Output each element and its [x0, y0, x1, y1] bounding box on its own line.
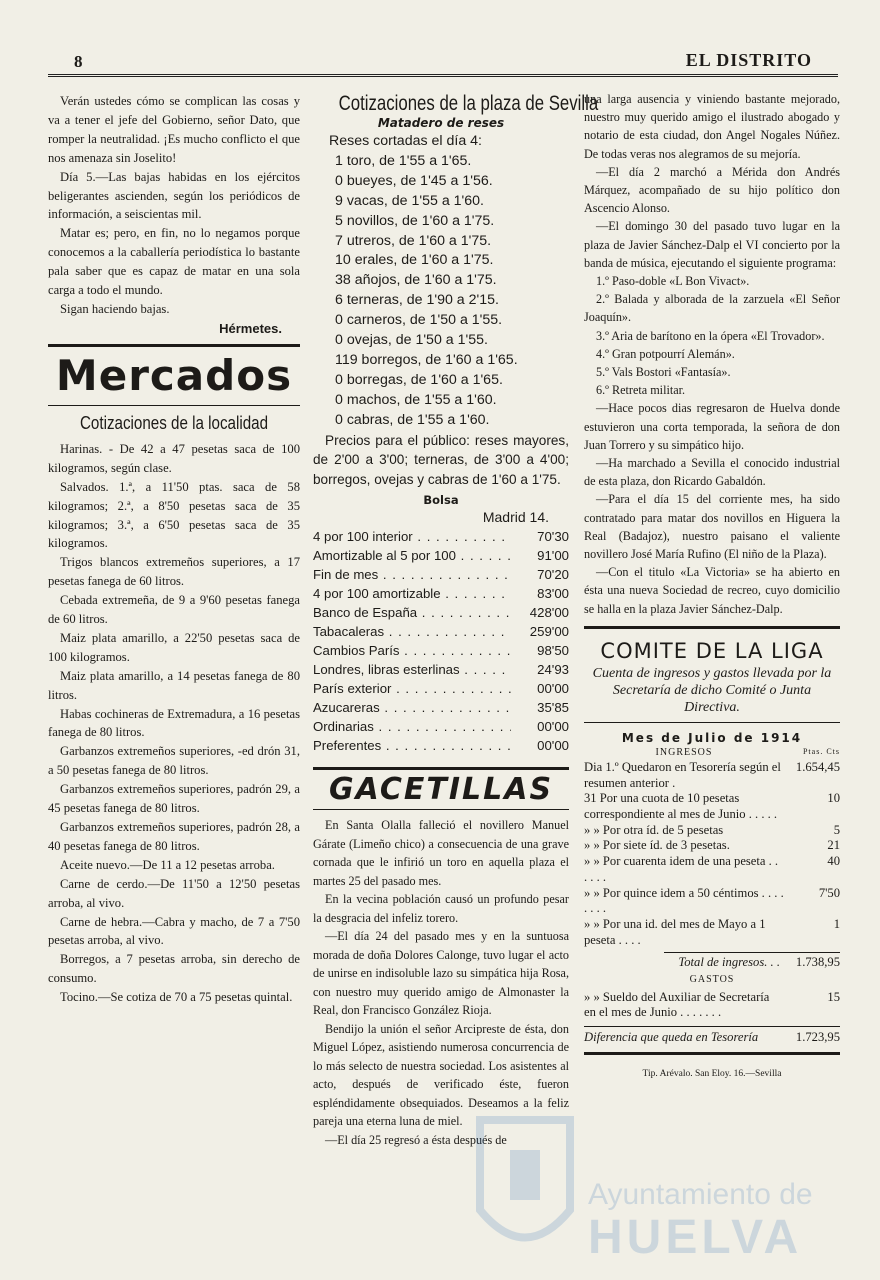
row-value: 35'85: [537, 700, 569, 716]
mercados-title: Mercados: [55, 350, 293, 400]
account-row: [584, 886, 840, 917]
paragraph: En Santa Olalla falleció el novillero Manuel Gárate (Limeño chico) a consecuencia de una grave cornada que le infirió un toro en aquella plaza el martes 25 del pasado mes.: [313, 818, 569, 888]
gastos-label: GASTOS: [689, 974, 735, 986]
paragraph: Día 5.—Las bajas habidas en los ejércitos beligerantes ascienden, según los periódicos de información, a seiscientas mil.: [48, 169, 300, 222]
table-row: [313, 603, 569, 622]
bolsa-date: Madrid 14.: [482, 509, 549, 526]
account-row: [584, 760, 840, 791]
page-header: [48, 50, 838, 77]
row-text: 31 Por una cuota de 10 pesetas correspondiente al mes de Junio . . . . .: [584, 791, 778, 821]
row-value: 21: [827, 838, 840, 853]
row-value: 83'00: [537, 586, 569, 602]
paragraph: Verán ustedes cómo se complican las cosas y va a tener el jefe del Gobierno, señor Dato, que romper la neutralidad. ¡Es mucho conflicto el que nos amenaza sin Joselito!: [48, 94, 300, 165]
list-item: 6 terneras, de 1'90 a 2'15.: [335, 292, 499, 309]
gastos-header: [584, 972, 840, 988]
paragraph: —El día 2 marchó a Mérida don Andrés Márquez, acompañado de su hijo político don Ascencio Alonso.: [584, 164, 840, 216]
market-item: Carne de cerdo.—De 11'50 a 12'50 pesetas arroba, al vivo.: [48, 876, 300, 910]
row-text: » » Por una id. del mes de Mayo a 1 peseta . . . .: [584, 916, 766, 947]
row-text: » » Por quince idem a 50 céntimos . . . . . . . .: [584, 885, 784, 916]
account-row: [584, 838, 840, 854]
watermark-line2: HUELVA: [588, 1211, 803, 1264]
account-row: [584, 990, 840, 1021]
paragraph: Bendijo la unión el señor Arcipreste de ésta, don Miguel López, asistiendo numerosa concurrencia de lo más selecto de nuestra sociedad. Los asistentes al acto, después de verificado éste, fueron espléndidamente obsequiados. Deseamos a la feliz pareja una eterna luna de miel.: [313, 1021, 569, 1129]
program-item: 4.º Gran potpourrí Alemán».: [596, 346, 735, 361]
account-row: [584, 791, 840, 822]
month-title: Mes de Julio de 1914: [621, 730, 803, 745]
row-label: Banco de España . . .: [313, 603, 511, 622]
market-item: Salvados. 1.ª, a 11'50 ptas. saca de 58 kilogramos; 2.ª, a 8'50 pesetas saca de 35 kilogramos; 3.ª, a 6'50 pesetas saca de 35 kilogramos.: [48, 479, 300, 551]
column-middle: [313, 92, 599, 1149]
row-value: 00'00: [537, 738, 569, 754]
market-item: Cebada extremeña, de 9 a 9'60 pesetas fanega de 60 litros.: [48, 593, 300, 627]
divider: [313, 809, 569, 810]
coat-of-arms-icon: [470, 1100, 580, 1270]
page-number: 8: [74, 52, 83, 71]
paragraph: —El domingo 30 del pasado tuvo lugar en la plaza de Javier Sánchez-Dalp el VI concierto por la banda de música, ejecutando el siguiente programa:: [584, 219, 840, 270]
row-label: 4 por 100 interior . . .: [313, 527, 511, 546]
paragraph: —El día 24 del pasado mes y en la suntuosa morada de doña Dolores Calonge, tuvo lugar el acto de unirse en indisoluble lazo su simpática hija Rosa, con nuestro muy querido amigo de Almonaster la Real, don Francisco González Rioja.: [313, 929, 569, 1018]
market-item: Borregos, a 7 pesetas arroba, sin derecho de consumo.: [48, 952, 300, 986]
program-item: 5.º Vals Bostori «Fantasía».: [596, 365, 731, 380]
program-item: 6.º Retreta militar.: [596, 383, 686, 398]
market-item: Garbanzos extremeños superiores, -ed drón 31, a 50 pesetas fanega de 80 litros.: [48, 744, 300, 778]
divider: [584, 722, 840, 723]
ingresos-header: [584, 747, 840, 758]
row-text: » » Por siete íd. de 3 pesetas.: [584, 838, 730, 853]
list-item: 10 erales, de 1'60 a 1'75.: [335, 252, 494, 269]
paragraph: —Para el día 15 del corriente mes, ha sido contratado para matar dos novillos en Higuera la Real (Badajoz), nuestro paisano el valiente novillero José María Rufino (El niño de la Plaza).: [584, 492, 840, 562]
program-item: 3.º Aria de barítono en la ópera «El Trovador».: [596, 328, 825, 343]
row-label: 4 por 100 amortizable . . .: [313, 584, 511, 603]
reses-intro: Reses cortadas el día 4:: [329, 133, 482, 149]
row-label: París exterior . . .: [313, 679, 511, 698]
list-item: 119 borregos, de 1'60 a 1'65.: [335, 351, 518, 368]
diferencia-value: 1.723,95: [795, 1030, 840, 1045]
row-value: 70'20: [537, 567, 569, 583]
total-value: 1.738,95: [795, 955, 840, 970]
row-value: 7'50: [818, 885, 840, 900]
ingresos-list: [584, 760, 840, 1046]
diferencia-label: Diferencia que queda en Tesorería: [584, 1030, 759, 1045]
reses-list: [313, 132, 569, 431]
table-row: [313, 679, 569, 698]
newspaper-name: EL DISTRITO: [685, 50, 812, 70]
table-row: [313, 641, 569, 660]
market-item: Garbanzos extremeños superiores, padrón 29, a 45 pesetas fanega de 80 litros.: [48, 782, 300, 816]
list-item: 0 ovejas, de 1'50 a 1'55.: [335, 332, 488, 349]
bolsa-table: [313, 527, 569, 755]
column-left: [48, 92, 300, 1007]
row-value: 5: [833, 822, 840, 837]
table-row: [313, 622, 569, 641]
row-value: 70'30: [537, 529, 569, 545]
market-item: Tocino.—Se cotiza de 70 a 75 pesetas quintal.: [60, 990, 293, 1005]
signature: Hérmetes.: [219, 320, 282, 336]
column-right: [584, 90, 840, 1079]
row-label: Amortizable al 5 por 100 . . .: [313, 546, 511, 565]
table-row: [313, 698, 569, 717]
ingresos-label: INGRESOS: [655, 746, 713, 758]
row-text: » » Sueldo del Auxiliar de Secretaría en el mes de Junio . . . . . . .: [584, 989, 770, 1020]
row-text: Dia 1.º Quedaron en Tesorería según el resumen anterior .: [584, 759, 781, 790]
program-item: 2.º Balada y alborada de la zarzuela «El Señor Joaquín».: [584, 292, 840, 325]
table-row: [313, 736, 569, 755]
table-row: [313, 527, 569, 546]
market-item: Garbanzos extremeños superiores, padrón 28, a 40 pesetas fanega de 80 litros.: [48, 820, 300, 853]
divider: [664, 952, 840, 953]
row-label: Londres, libras esterlinas . . .: [313, 660, 511, 679]
list-item: 9 vacas, de 1'55 a 1'60.: [335, 192, 484, 209]
list-item: 1 toro, de 1'55 a 1'65.: [335, 152, 472, 169]
row-label: Fin de mes . . .: [313, 565, 511, 584]
row-label: Azucareras . . .: [313, 698, 511, 717]
paragraph: una larga ausencia y viniendo bastante mejorado, nuestro muy querido amigo el ilustrado abogado y notario de esta ciudad, don Angel Nogales Núñez. De todas veras nos alegramos de su mejoría.: [584, 92, 840, 161]
paragraph: —Ha marchado a Sevilla el conocido industrial de esta plaza, don Ricardo Gabaldón.: [584, 456, 840, 489]
divider: [584, 1052, 840, 1055]
printer-credit: Tip. Arévalo. San Eloy. 16.—Sevilla: [642, 1068, 782, 1079]
row-text: » » Por cuarenta idem de una peseta . . . . . .: [584, 854, 779, 884]
row-value: 00'00: [537, 719, 569, 735]
table-row: [313, 717, 569, 736]
diferencia-row: [584, 1030, 840, 1046]
table-row: [313, 660, 569, 679]
row-label: Ordinarias . . .: [313, 717, 511, 736]
table-row: [313, 584, 569, 603]
account-row: [584, 854, 840, 885]
list-item: 38 añojos, de 1'60 a 1'75.: [335, 272, 497, 289]
row-value: 24'93: [537, 662, 569, 678]
row-text: » » Por otra íd. de 5 pesetas: [584, 822, 724, 837]
paragraph: —Hace pocos dias regresaron de Huelva donde estuvieron una corta temporada, la señora de don Juan Torrero y su simpático hijo.: [584, 401, 840, 452]
divider: [48, 344, 300, 347]
comite-title: COMITE DE LA LIGA: [600, 638, 824, 663]
paragraph: En la vecina población causó un profundo pesar la desgracia del infeliz torero.: [313, 892, 569, 925]
market-item: Trigos blancos extremeños superiores, a 17 pesetas fanega de 60 litros.: [48, 555, 300, 589]
matadero-title: Matadero de reses: [377, 116, 505, 130]
list-item: 0 bueyes, de 1'45 a 1'56.: [335, 172, 493, 189]
row-value: 91'00: [537, 548, 569, 564]
divider: [584, 1026, 840, 1027]
program-item: 1.º Paso-doble «L Bon Vivact».: [596, 274, 750, 289]
paragraph: —El día 25 regresó a ésta después de: [325, 1132, 507, 1147]
list-item: 7 utreros, de 1'60 a 1'75.: [335, 232, 492, 249]
row-value: 15: [827, 989, 840, 1004]
list-item: 0 cabras, de 1'55 a 1'60.: [335, 411, 490, 428]
market-item: Maiz plata amarillo, a 14 pesetas fanega de 80 litros.: [48, 668, 300, 702]
market-item: Aceite nuevo.—De 11 a 12 pesetas arroba.: [60, 857, 275, 872]
table-row: [313, 565, 569, 584]
total-row: [584, 955, 840, 971]
divider: [48, 405, 300, 406]
ptas-label: Ptas. Cts: [802, 746, 840, 756]
row-value: 1: [833, 916, 840, 931]
row-value: 1.654,45: [795, 759, 840, 774]
account-row: [584, 917, 840, 948]
watermark-line1: Ayuntamiento de: [588, 1178, 813, 1211]
row-value: 00'00: [537, 681, 569, 697]
comite-subtitle: Cuenta de ingresos y gastos llevada por la Secretaría de dicho Comité o Junta Directiva.: [592, 665, 832, 715]
precios-publico: Precios para el público: reses mayores, de 2'00 a 3'00; terneras, de 3'00 a 4'00; borregos, ovejas y cabras de 1'60 a 1'75.: [313, 432, 569, 487]
list-item: 0 carneros, de 1'50 a 1'55.: [335, 312, 503, 329]
row-value: 98'50: [537, 643, 569, 659]
table-row: [313, 546, 569, 565]
list-item: 0 machos, de 1'55 a 1'60.: [335, 391, 497, 408]
row-label: Tabacaleras . . .: [313, 622, 511, 641]
row-label: Cambios París . . .: [313, 641, 511, 660]
bolsa-title: Bolsa: [423, 493, 459, 508]
row-value: 10: [827, 791, 840, 806]
total-label: Total de ingresos. . .: [678, 955, 780, 970]
sevilla-title: Cotizaciones de la plaza de Sevilla: [338, 92, 599, 115]
localidad-title: Cotizaciones de la localidad: [79, 411, 269, 433]
list-item: 5 novillos, de 1'60 a 1'75.: [335, 212, 495, 229]
row-value: 428'00: [529, 605, 569, 621]
paragraph: Matar es; pero, en fin, no lo negamos porque conocemos a la caballería periodística lo bastante pala saber que es capaz de matar en una sola carga a todo el mundo.: [48, 226, 300, 298]
row-value: 259'00: [529, 624, 569, 640]
paragraph: —Con el titulo «La Victoria» se ha abierto en ésta una nueva Sociedad de recreo, cuyo domicilio se halla en la plaza Javier Sánchez-Dalp.: [584, 565, 840, 616]
market-item: Carne de hebra.—Cabra y macho, de 7 a 7'50 pesetas arroba, al vivo.: [48, 914, 300, 948]
list-item: 0 borregas, de 1'60 a 1'65.: [335, 371, 503, 388]
gacetillas-title: GACETILLAS: [328, 772, 554, 808]
market-item: Habas cochineras de Extremadura, a 16 pesetas fanega de 80 litros.: [48, 706, 300, 740]
market-item: Maiz plata amarillo, a 22'50 pesetas saca de 100 kilogramos.: [48, 630, 300, 664]
paragraph: Sigan haciendo bajas.: [60, 301, 170, 316]
divider: [313, 767, 569, 770]
row-value: 40: [827, 854, 840, 869]
watermark: [470, 1100, 820, 1270]
row-label: Preferentes . . .: [313, 736, 511, 755]
market-item: Harinas. - De 42 a 47 pesetas saca de 100 kilogramos, según clase.: [48, 441, 300, 475]
account-row: [584, 823, 840, 839]
